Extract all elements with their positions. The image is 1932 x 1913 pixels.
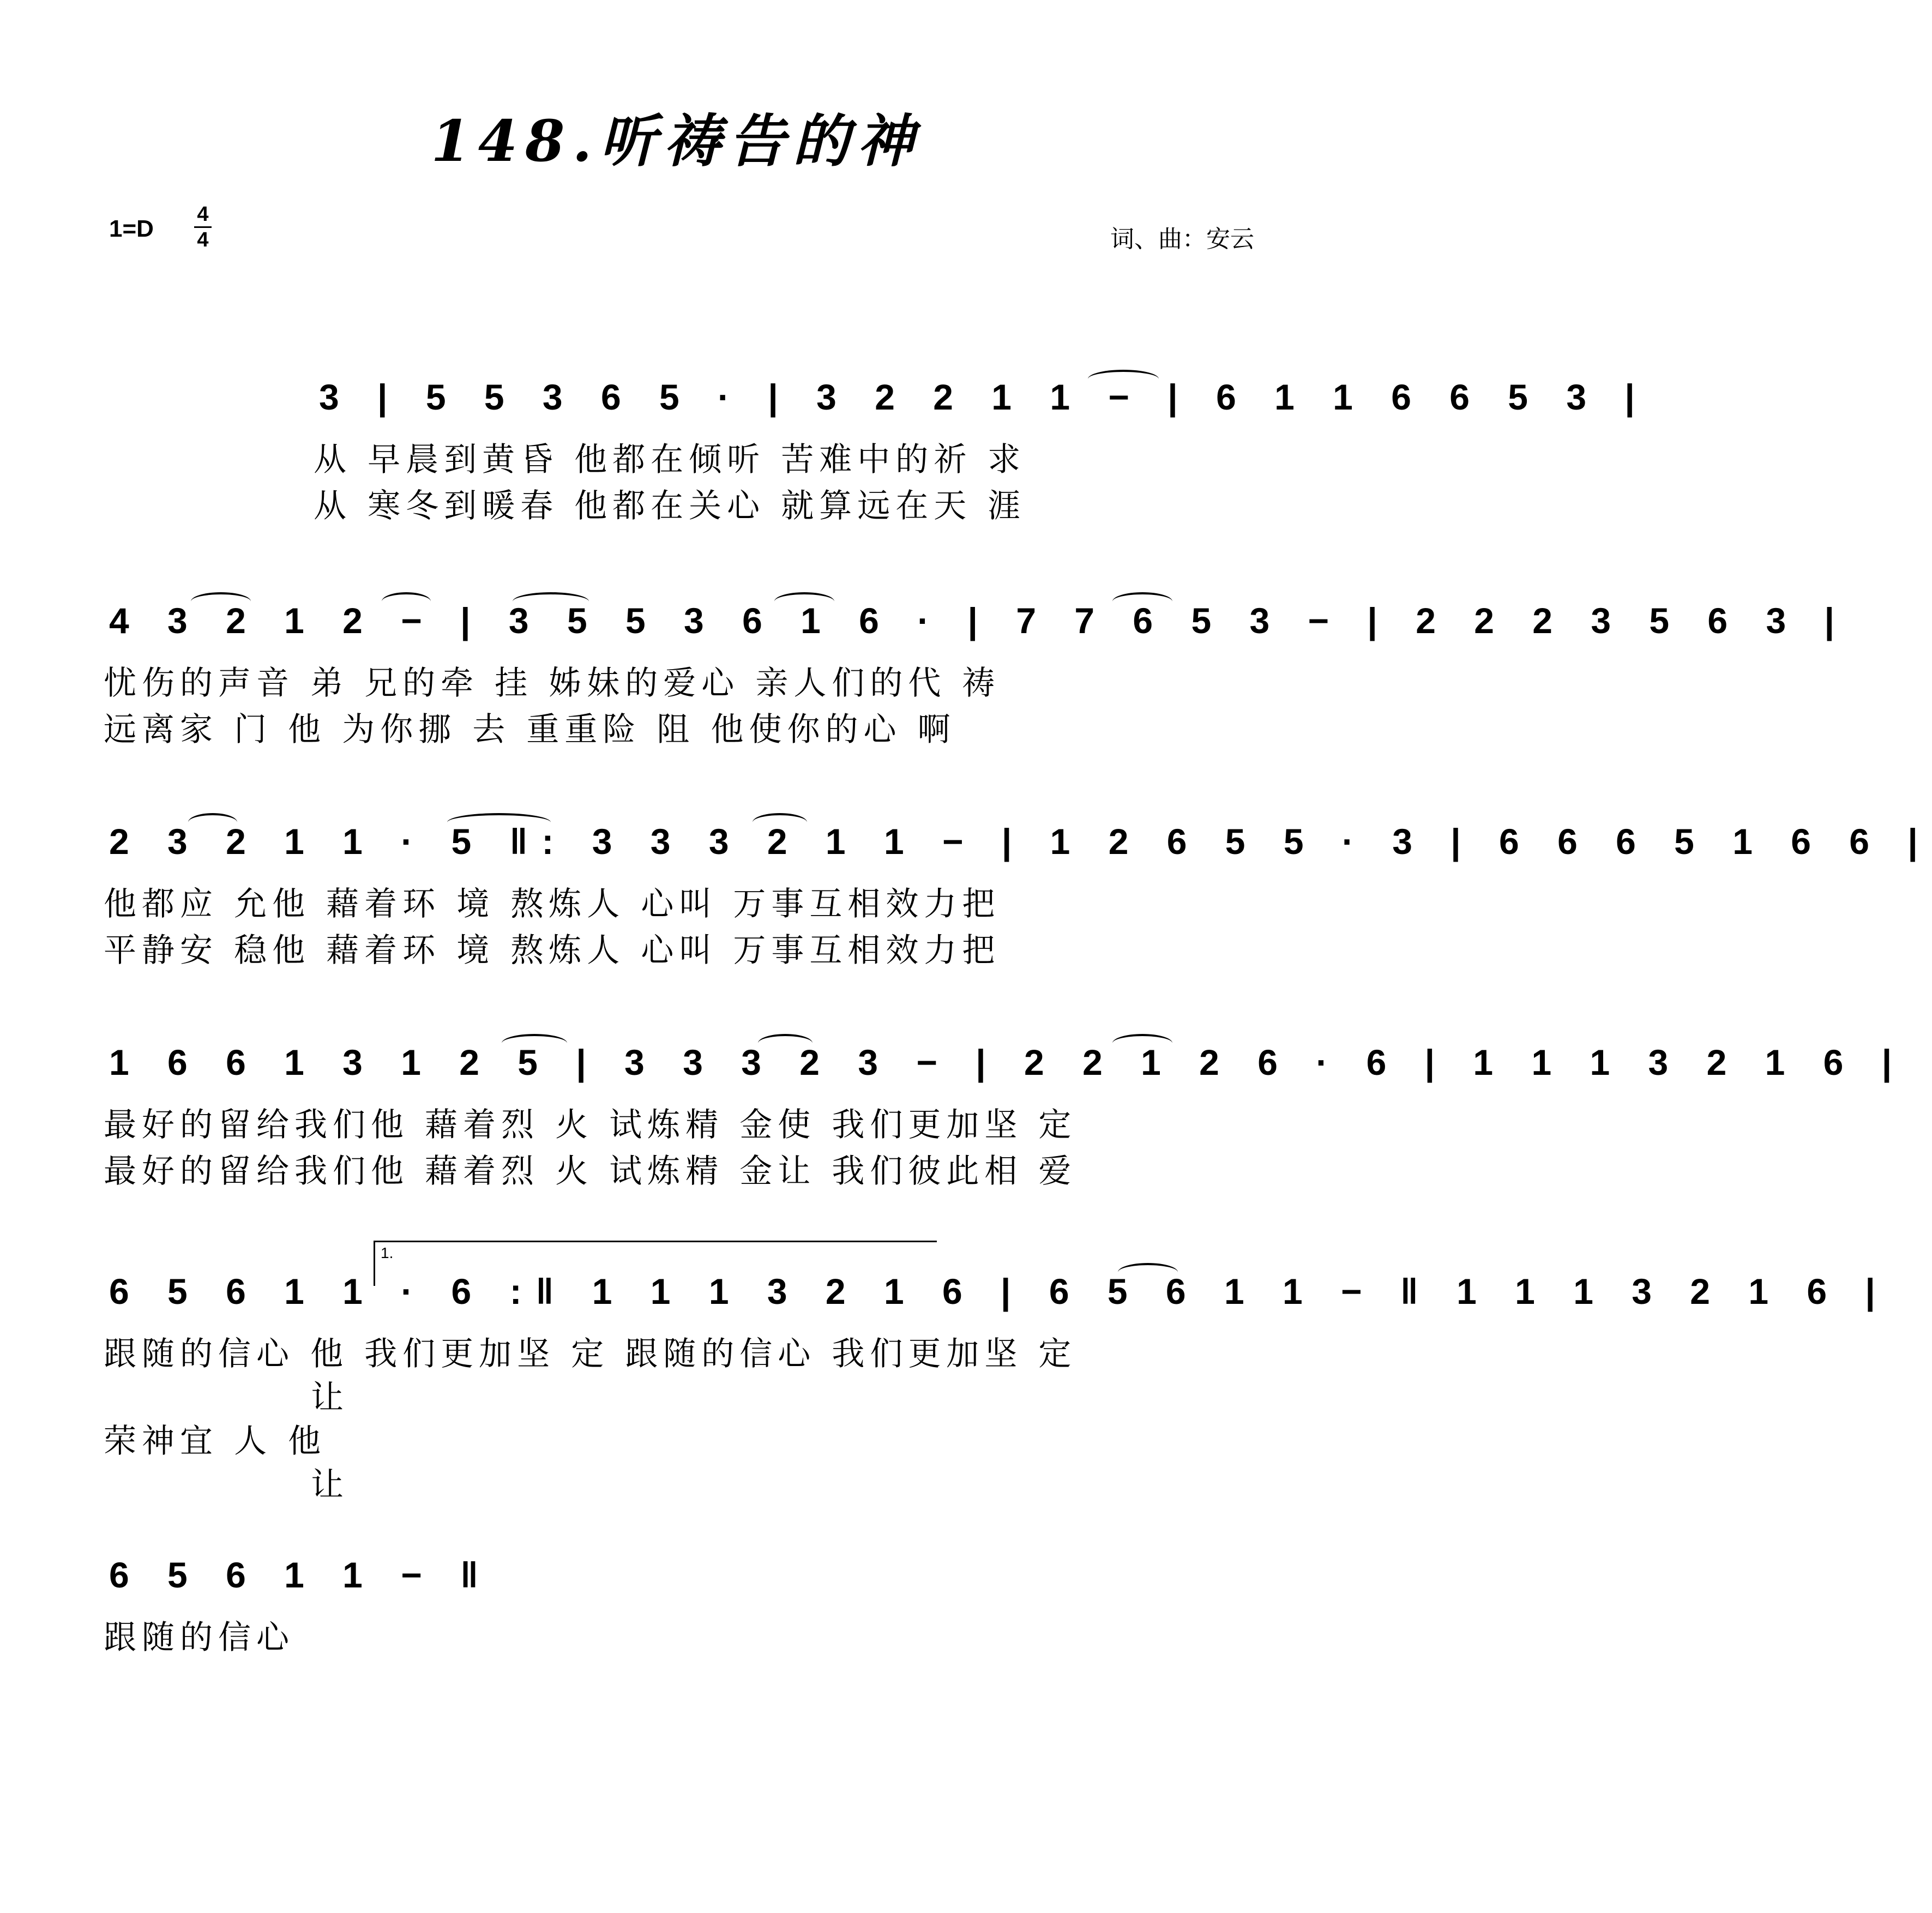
credit: 词、曲：安云 — [1110, 225, 1254, 253]
lyric-line-5-verse-1: 跟随的信心 他 我们更加坚 定 跟随的信心 我们更加坚 定 — [104, 1335, 1077, 1373]
page-title: 148.听祷告的神 — [431, 107, 922, 175]
notation-line-3: 2 3 2 1 1 · 5 ‖: 3 3 3 2 1 1 − | 1 2 6 5 5 · 3 | 6 6 6 5 1 6 6 | — [109, 821, 1932, 862]
notation-line-1: 3 | 5 5 3 6 5 · | 3 2 2 1 1 − | 6 1 1 6 6 5 3 | — [319, 377, 1649, 417]
slur — [447, 813, 551, 832]
lyric-line-5-verse-2-alt: 让 — [311, 1466, 349, 1504]
lyric-line-1-verse-2: 从 寒冬到暖春 他都在关心 就算远在天 涯 — [314, 487, 1026, 525]
lyric-line-4-verse-2: 最好的留给我们他 藉着烈 火 试炼精 金让 我们彼此相 爱 — [104, 1152, 1077, 1190]
lyric-line-5-verse-2: 荣神宜 人 他 — [104, 1422, 327, 1460]
slur — [774, 592, 834, 611]
lyric-line-3-verse-2: 平静安 稳他 藉着环 境 熬炼人 心叫 万事互相效力把 — [104, 931, 1001, 970]
lyric-line-6-verse-1: 跟随的信心 — [104, 1619, 294, 1657]
slur — [382, 592, 431, 611]
slur — [1112, 1034, 1172, 1052]
lyric-line-1-verse-1: 从 早晨到黄昏 他都在倾听 苦难中的祈 求 — [314, 441, 1026, 479]
lyric-line-2-verse-1: 忧伤的声音 弟 兄的牵 挂 姊妹的爱心 亲人们的代 祷 — [104, 664, 1001, 702]
lyric-line-5-verse-1-alt: 让 — [311, 1379, 349, 1417]
time-signature-top: 4 — [197, 203, 209, 226]
time-signature-divider — [194, 226, 212, 228]
time-signature — [192, 203, 214, 251]
lyric-line-3-verse-1: 他都应 允他 藉着环 境 熬炼人 心叫 万事互相效力把 — [104, 885, 1001, 923]
slur — [753, 813, 807, 832]
notation-line-2: 4 3 2 1 2 − | 3 5 5 3 6 1 6 · | 7 7 6 5 3 − | 2 2 2 3 5 6 3 | — [109, 600, 1849, 641]
time-signature-bottom: 4 — [197, 228, 209, 251]
slur — [1088, 370, 1159, 388]
notation-line-4: 1 6 6 1 3 1 2 5 | 3 3 3 2 3 − | 2 2 1 2 6 · 6 | 1 1 1 3 2 1 6 | — [109, 1042, 1906, 1082]
slur — [1118, 1263, 1178, 1282]
volta-number: 1. — [381, 1244, 394, 1261]
notation-line-5: 6 5 6 1 1 · 6 :‖ 1 1 1 3 2 1 6 | 6 5 6 1 1 − ‖ 1 1 1 3 2 1 6 | — [109, 1271, 1889, 1312]
lyric-line-2-verse-2: 远离家 门 他 为你挪 去 重重险 阻 他使你的心 啊 — [104, 711, 956, 749]
slur — [1112, 592, 1172, 611]
notation-line-6: 6 5 6 1 1 − ‖ — [109, 1555, 492, 1595]
slur — [513, 592, 589, 611]
lyric-line-4-verse-1: 最好的留给我们他 藉着烈 火 试炼精 金使 我们更加坚 定 — [104, 1106, 1077, 1144]
slur — [758, 1034, 812, 1052]
key-signature: 1=D — [109, 215, 154, 242]
slur — [191, 592, 251, 611]
slur — [188, 813, 237, 832]
slur — [502, 1034, 567, 1052]
